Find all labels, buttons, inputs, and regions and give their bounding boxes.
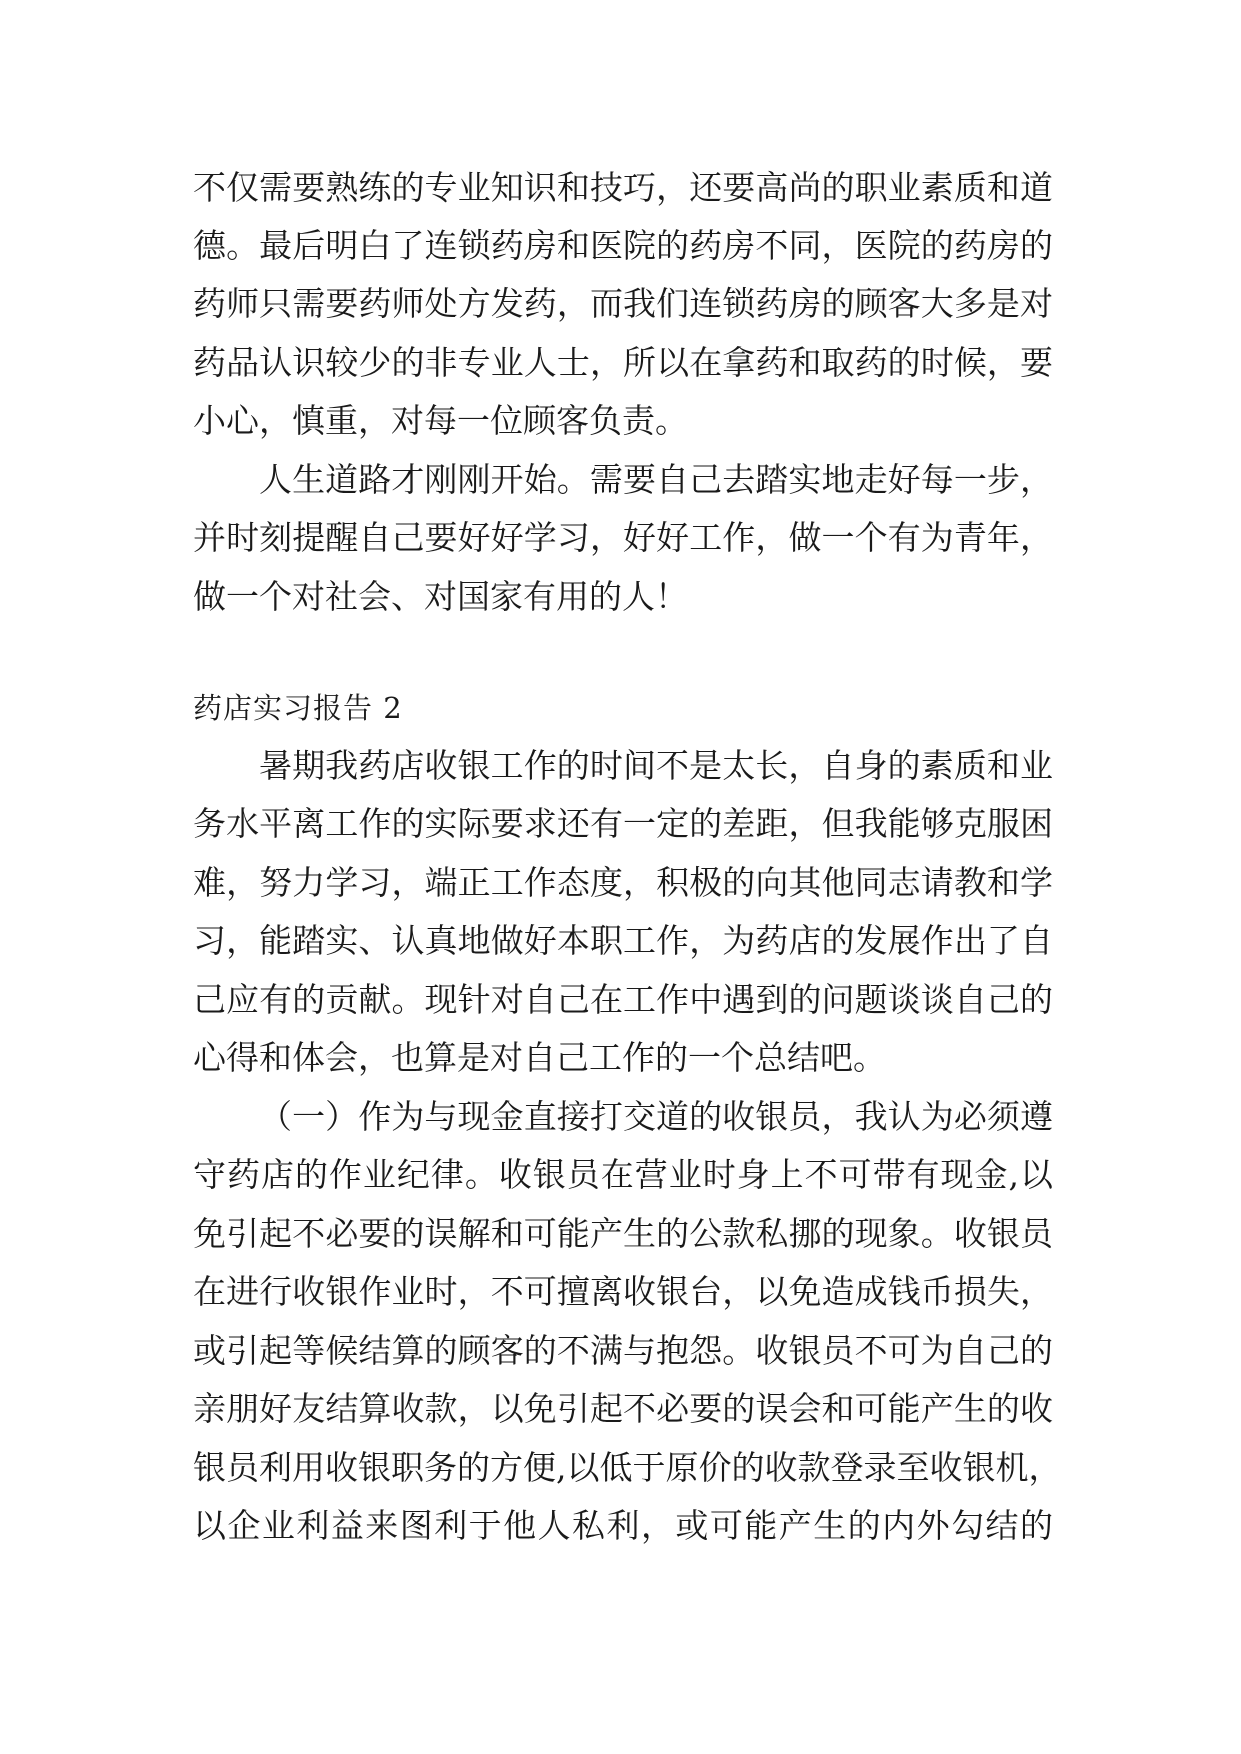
paragraph-line: 药品认识较少的非专业人士，所以在拿药和取药的时候，要 — [193, 343, 1053, 382]
paragraph-line: 银员利用收银职务的方便,以低于原价的收款登录至收银机， — [193, 1448, 1062, 1487]
paragraph-line: 守药店的作业纪律。收银员在营业时身上不可带有现金,以 — [193, 1155, 1053, 1194]
paragraph-line: 德。最后明白了连锁药房和医院的药房不同，医院的药房的 — [193, 226, 1053, 265]
paragraph-line: 在进行收银作业时，不可擅离收银台，以免造成钱币损失， — [193, 1272, 1053, 1311]
paragraph-line: 不仅需要熟练的专业知识和技巧，还要高尚的职业素质和道 — [193, 168, 1053, 207]
paragraph-line: （一）作为与现金直接打交道的收银员，我认为必须遵 — [259, 1097, 1053, 1136]
paragraph-line: 并时刻提醒自己要好好学习，好好工作，做一个有为青年， — [193, 518, 1053, 557]
paragraph-line: 习，能踏实、认真地做好本职工作，为药店的发展作出了自 — [193, 921, 1053, 960]
paragraph-line: 己应有的贡献。现针对自己在工作中遇到的问题谈谈自己的 — [193, 980, 1053, 1019]
paragraph-line: 以企业利益来图利于他人私利，或可能产生的内外勾结的 — [193, 1506, 1053, 1545]
paragraph-line: 药师只需要药师处方发药，而我们连锁药房的顾客大多是对 — [193, 284, 1053, 323]
paragraph-line: 小心，慎重，对每一位顾客负责。 — [193, 401, 688, 440]
paragraph-line: 免引起不必要的误解和可能产生的公款私挪的现象。收银员 — [193, 1214, 1053, 1253]
paragraph-line: 人生道路才刚刚开始。需要自己去踏实地走好每一步， — [259, 460, 1053, 499]
paragraph-line: 暑期我药店收银工作的时间不是太长，自身的素质和业 — [259, 746, 1053, 785]
section-heading: 药店实习报告 2 — [193, 691, 403, 725]
paragraph-line: 或引起等候结算的顾客的不满与抱怨。收银员不可为自己的 — [193, 1331, 1053, 1370]
paragraph-line: 务水平离工作的实际要求还有一定的差距，但我能够克服困 — [193, 804, 1053, 843]
paragraph-line: 心得和体会，也算是对自己工作的一个总结吧。 — [193, 1038, 886, 1077]
paragraph-line: 亲朋好友结算收款，以免引起不必要的误会和可能产生的收 — [193, 1389, 1053, 1428]
paragraph-line: 做一个对社会、对国家有用的人！ — [193, 577, 688, 616]
paragraph-line: 难，努力学习，端正工作态度，积极的向其他同志请教和学 — [193, 863, 1053, 902]
